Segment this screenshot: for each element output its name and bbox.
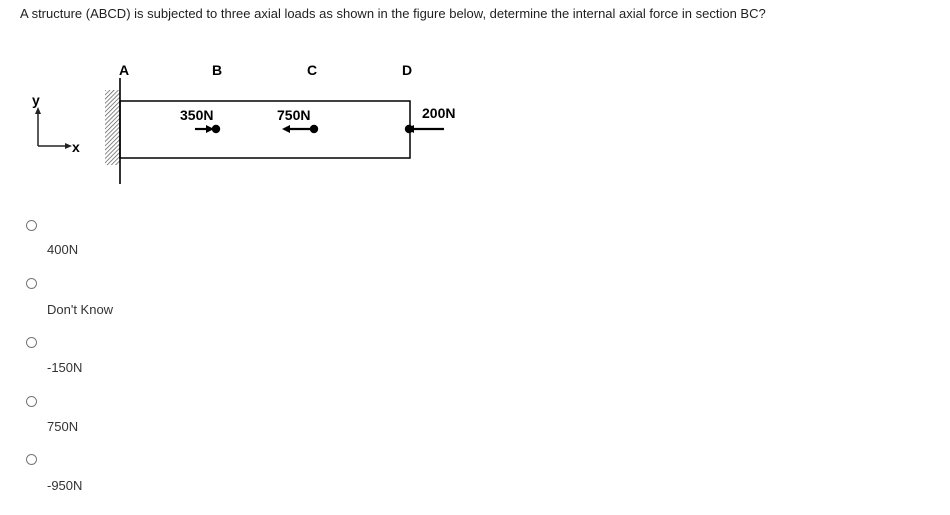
- option-750n-radio[interactable]: [26, 396, 37, 407]
- beam: [120, 101, 410, 158]
- question-text: A structure (ABCD) is subjected to three axial loads as shown in the figure below, determine the internal axial force in section BC?: [20, 6, 766, 21]
- option-minus-150n-label[interactable]: -150N: [47, 360, 83, 375]
- option-750n-label[interactable]: 750N: [47, 419, 79, 434]
- load-d-label: 200N: [422, 105, 456, 121]
- option-minus-950n-radio[interactable]: [26, 454, 37, 465]
- y-axis-label: y: [32, 92, 40, 108]
- x-axis-arrowhead: [65, 143, 72, 149]
- option-400n-label[interactable]: 400N: [47, 242, 79, 257]
- x-axis-label: x: [72, 139, 80, 155]
- load-b-label: 350N: [180, 107, 214, 123]
- wall-hatching: [105, 90, 120, 165]
- option-minus-950n-label[interactable]: -950N: [47, 478, 83, 493]
- point-c-label: C: [307, 62, 318, 78]
- structure-figure: [0, 0, 950, 200]
- load-c-point: [310, 125, 318, 133]
- point-d-label: D: [402, 62, 413, 78]
- load-b-point: [212, 125, 220, 133]
- option-dont-know-label[interactable]: Don't Know: [47, 302, 114, 317]
- option-minus-150n-radio[interactable]: [26, 337, 37, 348]
- point-b-label: B: [212, 62, 223, 78]
- option-400n-radio[interactable]: [26, 220, 37, 231]
- y-axis-arrowhead: [35, 107, 41, 114]
- load-c-label: 750N: [277, 107, 311, 123]
- option-dont-know-radio[interactable]: [26, 278, 37, 289]
- coordinate-axes: [32, 92, 80, 155]
- point-a-label: A: [119, 62, 130, 78]
